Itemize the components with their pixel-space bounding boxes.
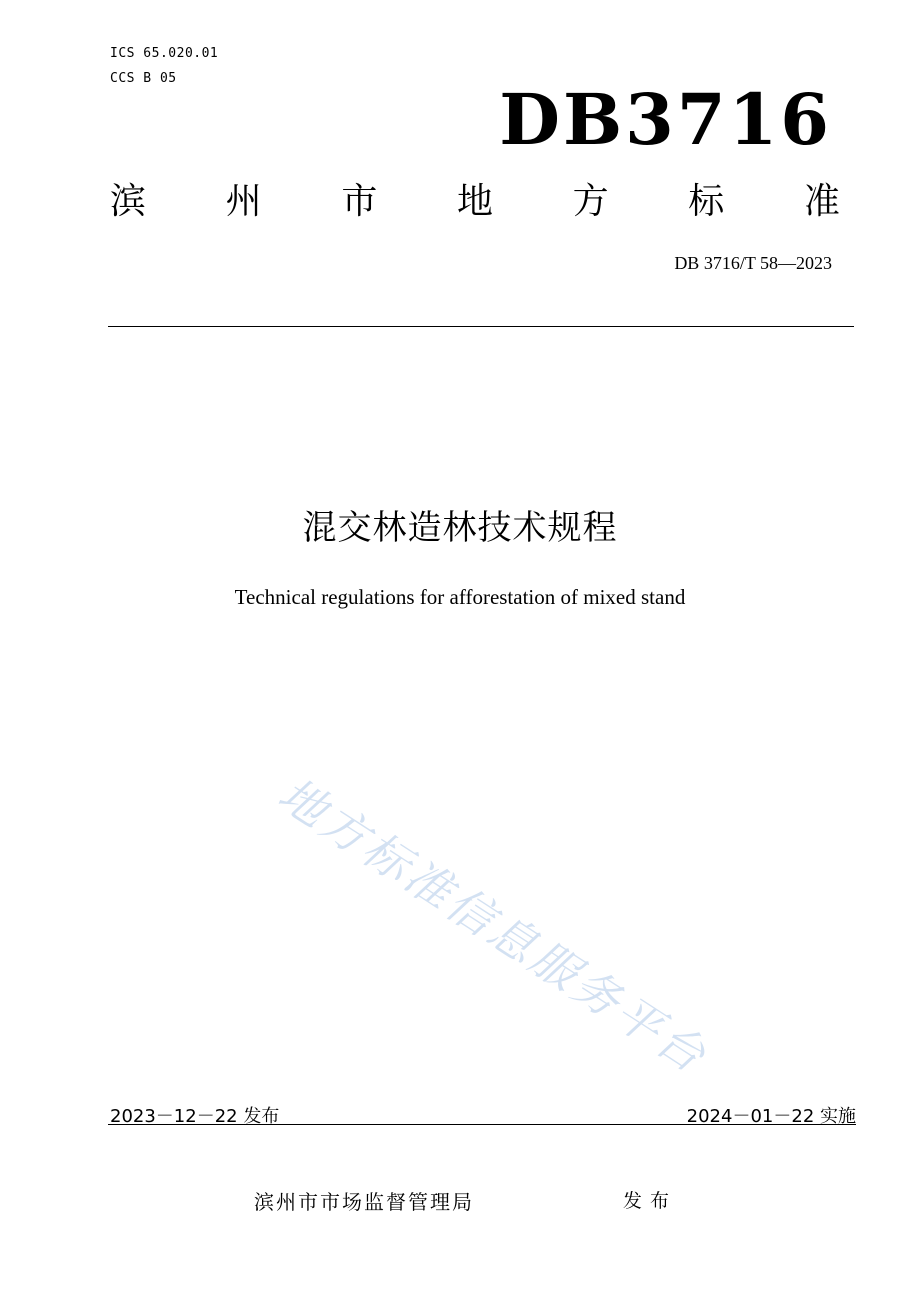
standard-type-char: 准 bbox=[803, 181, 840, 222]
document-title-english: Technical regulations for afforestation of mixed stand bbox=[234, 585, 686, 609]
standard-type-char: 州 bbox=[225, 181, 262, 222]
watermark: 地方标准信息服务平台 bbox=[268, 766, 718, 1085]
footer-divider bbox=[108, 1124, 856, 1125]
standard-type-char: 地 bbox=[456, 181, 493, 222]
implementation-date: 2024－01－22 实施 bbox=[686, 1106, 856, 1127]
ics-code: ICS 65.020.01 bbox=[110, 46, 219, 61]
standard-type-char: 滨 bbox=[110, 181, 147, 222]
document-title: 混交林造林技术规程 bbox=[302, 508, 618, 548]
header-divider bbox=[108, 326, 854, 327]
standard-type-char: 市 bbox=[341, 181, 378, 222]
issue-date: 2023－12－22 发布 bbox=[110, 1106, 280, 1127]
standard-type-char: 标 bbox=[688, 181, 725, 222]
standard-code: DB3716 bbox=[499, 78, 832, 161]
standard-type bbox=[110, 180, 840, 224]
document-number: DB 3716/T 58—2023 bbox=[674, 253, 832, 273]
issue-label: 发布 bbox=[623, 1190, 678, 1212]
ccs-code: CCS B 05 bbox=[110, 71, 177, 86]
standard-type-char: 方 bbox=[572, 181, 609, 222]
issuing-authority: 滨州市市场监督管理局 bbox=[254, 1190, 474, 1214]
